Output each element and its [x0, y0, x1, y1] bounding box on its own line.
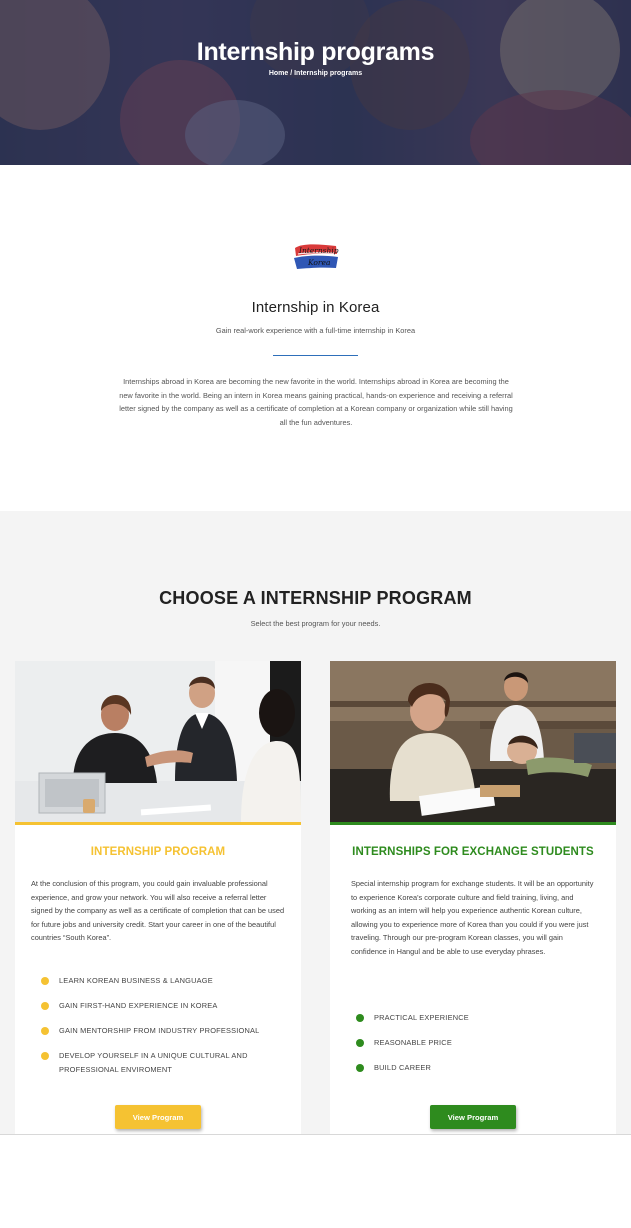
- logo-text-top: Internship: [299, 246, 339, 255]
- program-card-internship: [15, 661, 301, 1135]
- intro-subtitle: Gain real-work experience with a full-time internship in Korea: [215, 326, 416, 335]
- hero-banner: [0, 0, 631, 165]
- feature-item: [41, 974, 261, 988]
- bullet-dot-icon: [41, 1002, 49, 1010]
- feature-item: [41, 1024, 261, 1038]
- feature-label: GAIN FIRST-HAND EXPERIENCE IN KOREA: [59, 1001, 218, 1010]
- card-title: INTERNSHIPS FOR EXCHANGE STUDENTS: [352, 846, 594, 858]
- feature-item: [41, 999, 261, 1013]
- logo-text-bottom: Korea: [308, 258, 331, 267]
- view-program-button[interactable]: View Program: [115, 1105, 201, 1129]
- bullet-dot-icon: [41, 977, 49, 985]
- card-accent-bar: [330, 822, 616, 825]
- breadcrumb-current: Internship programs: [294, 70, 363, 77]
- card-accent-bar: [15, 822, 301, 825]
- card-title: INTERNSHIP PROGRAM: [90, 846, 226, 858]
- feature-item: [356, 1061, 469, 1075]
- feature-list: [41, 974, 261, 1077]
- bullet-dot-icon: [356, 1014, 364, 1022]
- breadcrumb-separator: /: [288, 70, 295, 77]
- feature-label: DEVELOP YOURSELF IN A UNIQUE CULTURAL AND PROFESSIONAL ENVIROMENT: [59, 1051, 248, 1074]
- feature-label: BUILD CAREER: [374, 1063, 432, 1072]
- programs-section: [0, 511, 631, 1135]
- feature-label: GAIN MENTORSHIP FROM INDUSTRY PROFESSIONAL: [59, 1026, 260, 1035]
- intro-divider: [273, 355, 358, 356]
- bullet-dot-icon: [356, 1064, 364, 1072]
- card-description: At the conclusion of this program, you could gain invaluable professional experience, and grow your network. You will also receive a referral letter signed by the company as well as a certificate of completion that can be used for future jobs and university credit. Start your career in one of the beautiful countries “South Korea”.: [31, 879, 285, 943]
- program-card-exchange-students: [330, 661, 616, 1135]
- programs-subtitle: Select the best program for your needs.: [250, 619, 381, 628]
- program-photo-business-meeting: [15, 661, 301, 822]
- view-program-button[interactable]: View Program: [430, 1105, 516, 1129]
- feature-label: REASONABLE PRICE: [374, 1038, 452, 1047]
- intro-title: Internship in Korea: [251, 299, 380, 316]
- intro-body: Internships abroad in Korea are becoming the new favorite in the world. Internships abroad in Korea are becoming the new favorite in the world. Being an intern in Korea means gaining practical, hands-on experience and receiving a referral letter signed by the company as well as a certificate of completion at a Korean company or organization while still having all the fun adventures.: [119, 377, 513, 427]
- card-description: Special internship program for exchange students. It will be an opportunity to experience Korea's corporate culture and field training, living, and working as an intern will help you experience authentic Korean culture, allowing you to experience more of Korea than you could if you were just traveling. Through our pre-program Korean classes, you will gain confidence in Hangul and be able to use everyday phrases.: [351, 879, 594, 956]
- feature-label: PRACTICAL EXPERIENCE: [374, 1013, 469, 1022]
- feature-list: [356, 1011, 469, 1075]
- program-photo-students-studying: [330, 661, 616, 822]
- bullet-dot-icon: [41, 1027, 49, 1035]
- programs-title: CHOOSE A INTERNSHIP PROGRAM: [159, 588, 472, 608]
- internship-korea-logo: [292, 241, 340, 273]
- section-divider: [0, 1134, 631, 1135]
- page-title: Internship programs: [196, 38, 435, 66]
- bullet-dot-icon: [41, 1052, 49, 1060]
- hero-overlay: [0, 0, 631, 165]
- bullet-dot-icon: [356, 1039, 364, 1047]
- breadcrumb: [0, 70, 631, 77]
- feature-label: LEARN KOREAN BUSINESS & LANGUAGE: [59, 976, 213, 985]
- feature-item: [356, 1011, 469, 1025]
- feature-item: [41, 1049, 261, 1077]
- feature-item: [356, 1036, 469, 1050]
- breadcrumb-home-link[interactable]: Home: [268, 70, 289, 77]
